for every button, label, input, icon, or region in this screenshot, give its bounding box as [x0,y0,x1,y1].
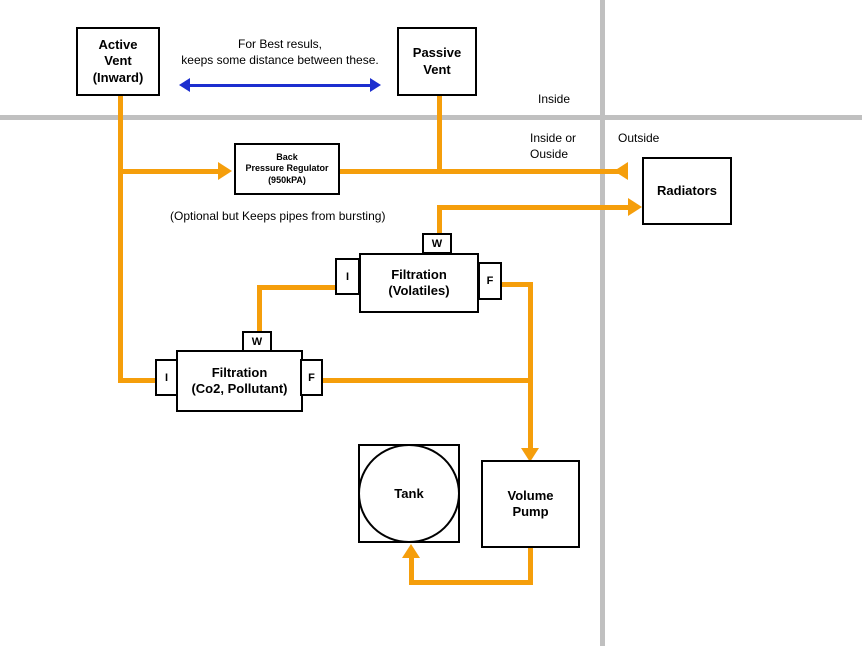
bpr-label-line3: (950kPA) [268,174,306,185]
distance-note [178,36,382,68]
pipe-volatiles-w-to-radiators [437,205,632,210]
pipe-passive-vent-down [437,96,442,171]
node-active-vent[interactable] [76,27,160,96]
tank-circle [358,444,460,543]
port-co2-f-label: F [308,371,315,384]
divider-horizontal-inside-outside [0,115,862,120]
arrow-into-radiators-bottom [628,198,642,216]
port-co2-f[interactable] [300,359,323,396]
port-co2-i[interactable] [155,359,178,396]
port-volatiles-i[interactable] [335,258,360,295]
radiators-label: Radiators [657,182,717,198]
pipe-active-vent-to-bpr [118,169,218,174]
volume-pump-label-line1: Volume [507,487,554,503]
filtration-volatiles-label-line2: (Volatiles) [388,283,450,298]
pipe-co2-f-to-downpipe [320,378,531,383]
pipe-bpr-to-radiators [338,169,628,174]
node-back-pressure-regulator[interactable] [234,143,340,195]
distance-arrow-line [190,84,370,87]
port-co2-i-label: I [164,371,169,384]
port-co2-w[interactable] [242,331,272,352]
port-volatiles-w[interactable] [422,233,452,254]
tank-label: Tank [394,486,424,501]
distance-arrow-head-left [179,78,190,92]
pipe-active-vent-down-to-co2 [118,169,123,382]
node-volume-pump[interactable] [481,460,580,548]
node-filtration-co2[interactable] [176,350,303,412]
active-vent-label-line2: Vent [104,53,132,69]
port-co2-w-label: W [251,335,263,348]
distance-arrow-head-right [370,78,381,92]
pipe-volatiles-f-out [500,282,531,287]
node-filtration-volatiles[interactable] [359,253,479,313]
pipe-co2-w-up [257,285,262,337]
passive-vent-label-line2: Vent [423,61,451,77]
arrow-into-radiators-top [614,162,628,180]
pipe-co2-w-to-volatiles-inlet [257,285,337,290]
filtration-co2-label-line1: Filtration [211,364,268,380]
bpr-label-line2: Pressure Regulator [245,163,329,174]
volume-pump-label-line2: Pump [512,504,549,519]
passive-vent-label-line1: Passive [412,45,462,61]
pipe-volume-pump-to-tank [409,580,533,585]
filtration-volatiles-label-line1: Filtration [391,266,447,282]
active-vent-label-line1: Active [98,37,138,53]
pipe-volatiles-f-down [528,282,533,452]
port-volatiles-w-label: W [431,237,443,250]
label-inside-or-ouside-line1: Inside or [530,131,577,145]
node-radiators[interactable] [642,157,732,225]
label-outside: Outside [618,131,660,145]
label-inside-or-ouside [530,131,576,162]
pipe-active-vent-down [118,96,123,174]
bpr-label-line1: Back [276,152,298,163]
port-volatiles-f-label: F [486,275,494,287]
label-optional-note: (Optional but Keeps pipes from bursting) [170,209,386,223]
arrow-into-bpr [218,162,232,180]
label-inside: Inside [538,92,571,106]
distance-note-line2: keeps some distance between these. [181,53,379,68]
pipe-up-into-tank [409,558,414,583]
active-vent-label-line3: (Inward) [92,69,144,85]
filtration-co2-label-line2: (Co2, Pollutant) [191,381,288,396]
distance-note-line1: For Best resuls, [237,37,323,51]
divider-vertical-inside-outside [600,0,605,646]
node-passive-vent[interactable] [397,27,477,96]
label-inside-or-ouside-line2: Ouside [530,146,569,161]
arrow-into-tank [402,544,420,558]
port-volatiles-i-label: I [345,270,350,283]
pipe-volume-pump-down [528,548,533,583]
port-volatiles-f[interactable] [478,262,502,300]
